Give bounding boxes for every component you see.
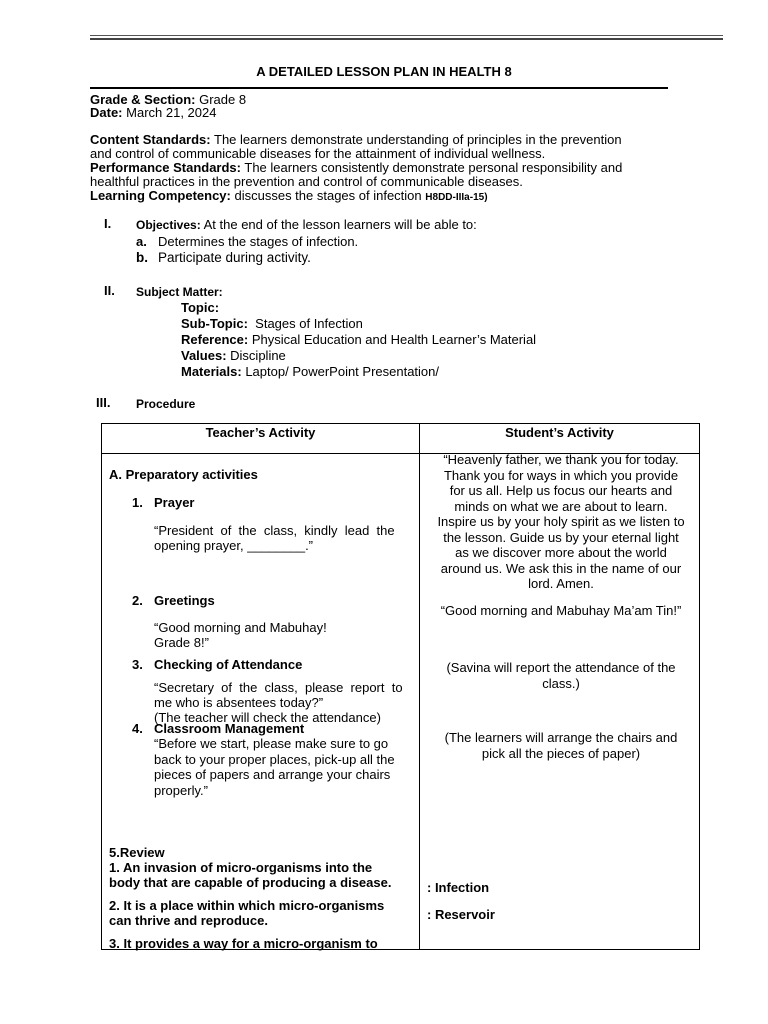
content-standards-label: Content Standards: <box>90 132 211 147</box>
content-standards-line1 <box>90 132 622 147</box>
table-row <box>102 454 700 950</box>
date-line <box>90 105 216 120</box>
review-q1-line2: body that are capable of producing a disease. <box>109 875 392 890</box>
student-attendance-2: class.) <box>542 676 580 691</box>
subtopic-line <box>181 316 363 331</box>
objective-a-text: Determines the stages of infection. <box>158 234 359 249</box>
attendance-num: 3. <box>132 657 143 672</box>
student-prayer-2: Thank you for ways in which you provide <box>443 467 679 483</box>
grade-value: Grade 8 <box>199 92 247 107</box>
reference-line <box>181 332 536 347</box>
performance-standards-text1: The learners consistently demonstrate personal responsibility and <box>244 160 623 175</box>
performance-standards-line2: healthful practices in the prevention and control of communicable diseases. <box>90 174 523 189</box>
objective-a-letter: a. <box>136 234 147 249</box>
student-classroom-2: pick all the pieces of paper) <box>481 746 641 761</box>
date-value: March 21, 2024 <box>126 105 217 120</box>
materials-line <box>181 364 439 379</box>
objective-b-letter: b. <box>136 250 148 265</box>
materials-value: Laptop/ PowerPoint Presentation/ <box>245 364 440 379</box>
procedure-label: Procedure <box>136 397 196 411</box>
topic-label: Topic: <box>181 300 220 315</box>
student-prayer-7: as we discover more about the world <box>455 545 667 560</box>
prayer-text-1: “President of the class, kindly lead the <box>154 523 395 538</box>
student-prayer-1: “Heavenly father, we thank you for today. <box>443 452 679 467</box>
learning-competency-label: Learning Competency: <box>90 188 231 203</box>
prayer-title: Prayer <box>154 495 195 510</box>
classroom-mgmt-title: Classroom Management <box>154 721 305 736</box>
review-q2-line1: 2. It is a place within which micro-organisms <box>109 898 385 913</box>
values-value: Discipline <box>230 348 286 363</box>
top-rule-thick <box>90 38 723 40</box>
attendance-text-1: “Secretary of the class, please report to <box>154 680 403 695</box>
prayer-text-2: opening prayer, ________.” <box>154 538 314 553</box>
greetings-num: 2. <box>132 593 143 608</box>
reference-label: Reference: <box>181 332 249 347</box>
values-line <box>181 348 286 363</box>
objectives-text: At the end of the lesson learners will be able to: <box>203 217 477 232</box>
procedure-numeral: III. <box>96 395 111 410</box>
performance-standards-line1 <box>90 160 622 175</box>
classroom-mgmt-text-4: properly.” <box>154 783 208 798</box>
classroom-mgmt-text-2: back to your proper places, pick-up all the <box>154 752 395 767</box>
student-greeting: “Good morning and Mabuhay Ma’am Tin!” <box>440 603 682 618</box>
objectives-numeral: I. <box>104 216 112 231</box>
classroom-mgmt-text-1: “Before we start, please make sure to go <box>154 736 389 751</box>
student-prayer-6: the lesson. Guide us by your eternal light <box>443 529 679 545</box>
student-classroom-1: (The learners will arrange the chairs and <box>444 730 678 745</box>
teacher-activity-header: Teacher’s Activity <box>102 424 420 454</box>
objective-a <box>136 234 358 249</box>
prayer-num: 1. <box>132 495 143 510</box>
values-label: Values: <box>181 348 227 363</box>
student-activity-cell <box>420 454 700 950</box>
section-a-title: A. Preparatory activities <box>109 467 258 482</box>
attendance-text-3: (The teacher will check the attendance) <box>154 710 381 725</box>
performance-standards-label: Performance Standards: <box>90 160 241 175</box>
table-header-row <box>102 424 700 454</box>
teacher-activity-cell <box>102 454 420 950</box>
greetings-title: Greetings <box>154 593 215 608</box>
learning-competency-code: H8DD-IIIa-15) <box>425 192 488 203</box>
review-title: 5.Review <box>109 845 165 860</box>
review-q2-line2: can thrive and reproduce. <box>109 913 268 928</box>
attendance-text-2: me who is absentees today?” <box>154 695 324 710</box>
objective-b-text: Participate during activity. <box>158 250 311 265</box>
objectives-line <box>136 217 477 232</box>
reference-value: Physical Education and Health Learner’s Material <box>251 332 537 347</box>
attendance-title: Checking of Attendance <box>154 657 303 672</box>
student-activity-header: Student’s Activity <box>420 424 700 454</box>
answer-2: : Reservoir <box>427 907 495 922</box>
student-prayer-8: around us. We ask this in the name of our <box>440 560 682 576</box>
page-title: A DETAILED LESSON PLAN IN HEALTH 8 <box>256 64 512 79</box>
objective-b <box>136 250 311 265</box>
answer-1: : Infection <box>427 880 490 895</box>
subject-matter-numeral: II. <box>104 283 115 298</box>
grade-label: Grade & Section: <box>90 92 196 107</box>
content-standards-text1: The learners demonstrate understanding of principles in the prevention <box>214 132 622 147</box>
subject-matter-label: Subject Matter: <box>136 285 223 299</box>
subtopic-label: Sub-Topic: <box>181 316 248 331</box>
greetings-text-2: Grade 8!” <box>154 635 209 650</box>
learning-competency-text: discusses the stages of infection <box>234 188 422 203</box>
subtopic-value: Stages of Infection <box>255 316 363 331</box>
student-prayer-5: Inspire us by your holy spirit as we listen to <box>437 514 685 529</box>
greetings-text-1: “Good morning and Mabuhay! <box>154 620 327 635</box>
review-q1-line1: 1. An invasion of micro-organisms into the <box>109 860 373 875</box>
review-q3-line1: 3. It provides a way for a micro-organism to <box>109 936 378 951</box>
student-prayer-4: minds on what we are about to learn. <box>454 498 668 514</box>
content-standards-line2: and control of communicable diseases for the attainment of individual wellness. <box>90 146 546 161</box>
student-prayer-9: lord. Amen. <box>528 576 594 591</box>
classroom-mgmt-num: 4. <box>132 721 143 736</box>
materials-label: Materials: <box>181 364 242 379</box>
title-underline <box>90 87 668 89</box>
student-attendance-1: (Savina will report the attendance of the <box>446 660 676 675</box>
student-prayer-3: for us all. Help us focus our hearts and <box>449 483 673 498</box>
top-rule <box>90 35 723 36</box>
classroom-mgmt-text-3: pieces of papers and arrange your chairs <box>154 767 391 782</box>
learning-competency-line <box>90 188 488 205</box>
procedure-table <box>101 423 700 950</box>
date-label: Date: <box>90 105 123 120</box>
objectives-label: Objectives: <box>136 218 201 232</box>
